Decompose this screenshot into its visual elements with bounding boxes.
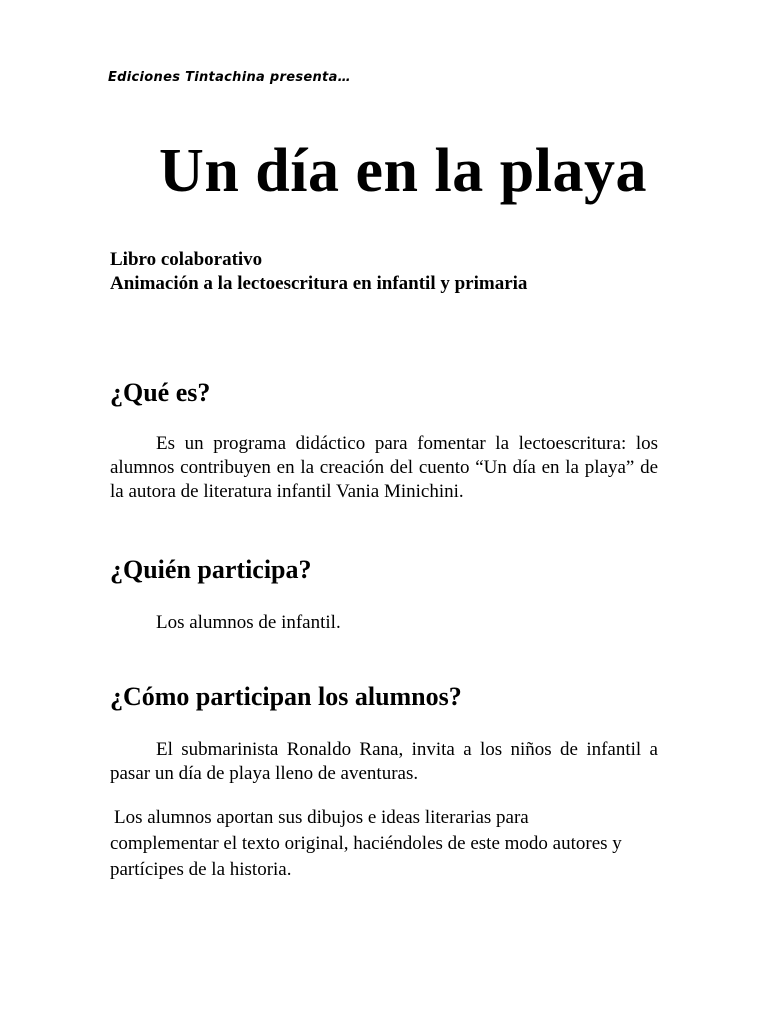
section-heading-que-es: ¿Qué es? (110, 378, 211, 407)
subtitle-book-type: Libro colaborativo (110, 249, 263, 270)
section-paragraph-como-participan-2: Los alumnos aportan sus dibujos e ideas literarias para complementar el texto original, haciéndoles de este modo autores y partícipes de la historia. (110, 807, 622, 880)
section-paragraph-quien-participa: Los alumnos de infantil. (156, 612, 341, 633)
publisher-line: Ediciones Tintachina presenta… (108, 70, 351, 85)
section-paragraph-que-es: Es un programa didáctico para fomentar la lectoescritura: los alumnos contribuyen en la creación del cuento “Un día en la playa” de la autora de literatura infantil Vania Minichini. (110, 433, 658, 502)
document-title: Un día en la playa (159, 137, 647, 205)
section-heading-como-participan: ¿Cómo participan los alumnos? (110, 682, 462, 711)
section-paragraph-como-participan-1: El submarinista Ronaldo Rana, invita a los niños de infantil a pasar un día de playa lleno de aventuras. (110, 739, 658, 784)
section-heading-quien-participa: ¿Quién participa? (110, 555, 312, 584)
subtitle-description: Animación a la lectoescritura en infantil y primaria (110, 273, 528, 294)
